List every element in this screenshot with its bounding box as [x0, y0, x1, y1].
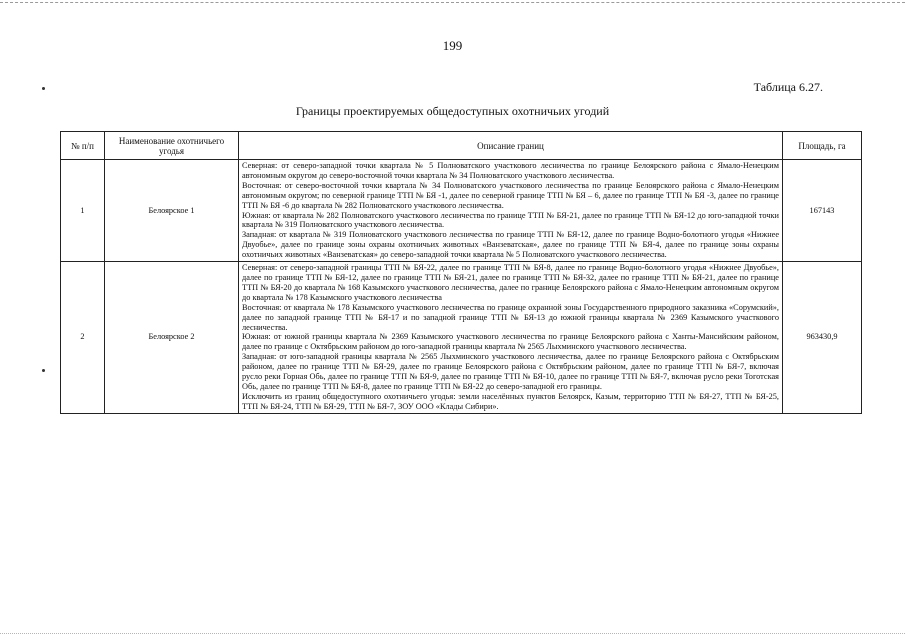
header-area: Площадь, га	[783, 132, 862, 160]
header-desc: Описание границ	[239, 132, 783, 160]
boundary-south: Южная: от южной границы квартала № 2369 Казымского участкового лесничества по границе Белоярского района с Ханты-Мансийским районом, далее по границе с Октябрьским районом до юго-западной границы квартала № 2565 Лыхминского участкового лесничества.	[242, 332, 779, 352]
boundary-east: Восточная: от квартала № 178 Казымского участкового лесничества по границе охранной зоны Государственного природного заказника «Сорумский», далее по западной границе ТТП № БЯ-17 и по западной границе ТТП № БЯ-13 до южной границы квартала № 2369 Казымского участкового лесничества.	[242, 302, 779, 332]
boundaries-table	[60, 131, 862, 414]
scan-edge-bottom	[0, 633, 905, 634]
table-row	[61, 262, 862, 414]
boundary-east: Восточная: от северо-восточной точки квартала № 34 Полноватского участкового лесничества по границе Белоярского района с Ямало-Ненецким автономным округом; по северной границе ТТП № БЯ -1, далее по северной границе ТТП № БЯ – 6, далее по границе ТТП № БЯ -3, далее по границе ТТП № БЯ -6 до квартала № 282 Полноватского участкового лесничества.	[242, 180, 779, 210]
table-row	[61, 160, 862, 262]
boundary-north: Северная: от северо-западной точки квартала № 5 Полноватского участкового лесничества по границе Белоярского района с Ямало-Ненецким автономным округом до северо-восточной точки квартала № 34 Полноватского участкового лесничества.	[242, 161, 779, 180]
row-area: 963430,9	[783, 262, 862, 414]
boundary-south: Южная: от квартала № 282 Полноватского участкового лесничества по границе ТТП № БЯ-21, далее по границе ТТП № БЯ-12 до юго-западной точки квартала № 319 Полноватского участкового лесничества.	[242, 210, 779, 230]
table-header-row	[61, 132, 862, 160]
page-number: 199	[442, 38, 463, 53]
boundary-north: Северная: от северо-западной границы ТТП № БЯ-22, далее по границе ТТП № БЯ-8, далее по границе Водно-болотного угодья «Нижнее Двуобье», далее по границе ТТП № БЯ-12, далее по границе ТТП № БЯ-21, далее по границе ТТП № БЯ-32, далее по границе ТТП № БЯ-21, далее по границе ТТП № БЯ-20 до квартала № 168 Казымского участкового лесничества, далее по границе Белоярского района с Ямало-Ненецким автономным округом до квартала № 178 Казымского участкового лесничества	[242, 263, 779, 302]
row-name: Белоярское 1	[105, 160, 239, 262]
row-area: 167143	[783, 160, 862, 262]
boundary-west: Западная: от квартала № 319 Полноватского участкового лесничества по границе ТТП № БЯ-12, далее по границе Водно-болотного угодья «Нижнее Двуобье», далее по границе зоны охраны охотничьих животных «Ванзеватская», далее по границе ТТП № БЯ-4, далее по границе зоны охраны охотничьих животных «Ванзеватская» до северо-западной точки квартала № 5 Полноватского участкового лесничества.	[242, 230, 779, 260]
scan-edge-top	[0, 2, 905, 3]
table-title: Границы проектируемых общедоступных охотничьих угодий	[295, 104, 610, 118]
exclusion-note: Исключить из границ общедоступного охотничьего угодья: земли населённых пунктов Белоярск, Казым, территорию ТТП № БЯ-27, ТТП № БЯ-25, ТТП № БЯ-24, ТТП № БЯ-29, ТТП № БЯ-7, ЗОУ ООО «Клады Сибири».	[242, 391, 779, 411]
row-num: 2	[61, 262, 105, 414]
header-name: Наименование охотничьего угодья	[105, 132, 239, 160]
boundary-west: Западная: от юго-западной границы квартала № 2565 Лыхминского участкового лесничества, далее по границе Белоярского района с Октябрьским районом, далее по границе ТТП № БЯ-29, далее по границе Белоярского района с Октябрьским районом, далее по границе ТТП № БЯ-7, включая русло реки Горная Обь, далее по границе ТТП № БЯ-9, далее по границе ТТП № БЯ-10, далее по границе ТТП № БЯ-7, включая русло реки Тоготская Обь, далее по границе ТТП № БЯ-8, далее по границе ТТП № БЯ-22 до северо-западной его границы.	[242, 352, 779, 391]
row-num: 1	[61, 160, 105, 262]
row-description	[239, 262, 783, 414]
scan-speck	[42, 369, 45, 372]
row-description	[239, 160, 783, 262]
header-num: № п/п	[61, 132, 105, 160]
row-name: Белоярское 2	[105, 262, 239, 414]
scan-speck	[42, 87, 45, 90]
table-label: Таблица 6.27.	[753, 80, 823, 94]
